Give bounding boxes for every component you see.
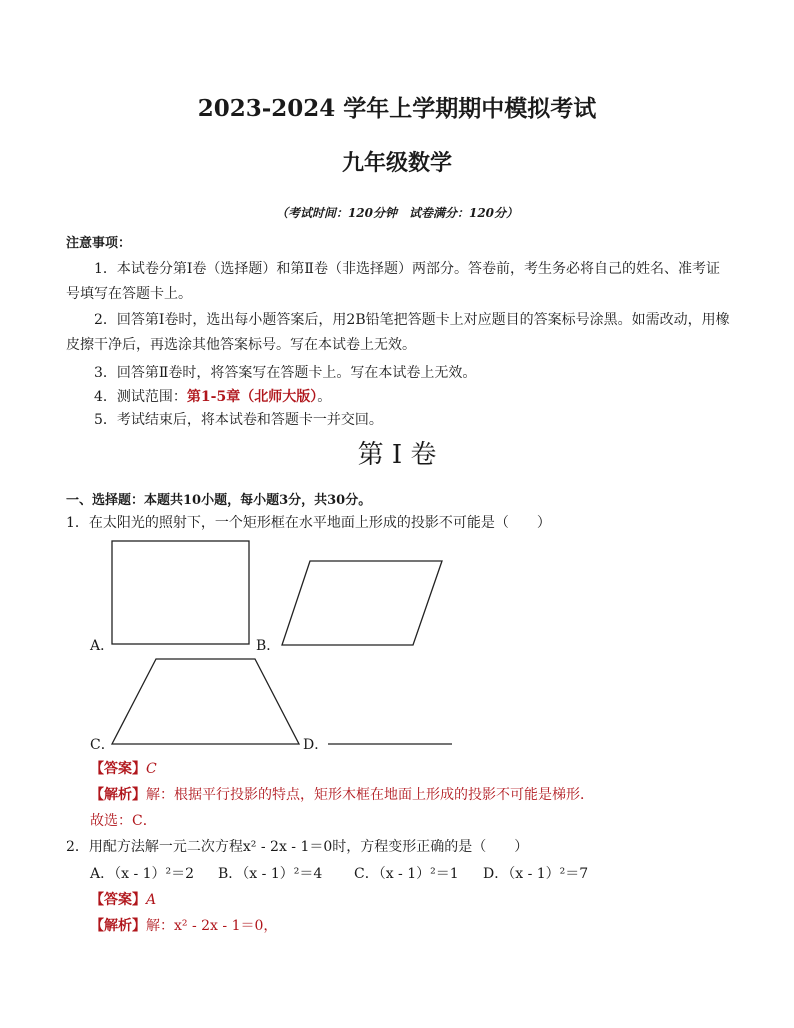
notice-item-5: 5．考试结束后，将本试卷和答题卡一并交回。	[94, 412, 383, 428]
answer-value: A	[146, 892, 157, 908]
question-2-option-a: A．（x - 1）²＝2	[90, 866, 195, 882]
answer-tag: 【答案】	[90, 892, 146, 908]
question-1-option-b: B．	[256, 638, 281, 654]
notice-item-2-line-1: 2．回答第Ⅰ卷时，选出每小题答案后，用2B铅笔把答题卡上对应题目的答案标号涂黑。如需改动，用橡	[94, 312, 730, 328]
analysis-text: 解：根据平行投影的特点，矩形木框在地面上形成的投影不可能是梯形．	[146, 787, 594, 803]
question-2-stem: 2．用配方法解一元二次方程x² - 2x - 1＝0时，方程变形正确的是（ ）	[66, 839, 529, 855]
question-2-option-b: B．（x - 1）²＝4	[218, 866, 323, 882]
answer-tag: 【答案】	[90, 761, 146, 777]
question-1-option-c: C．	[90, 737, 115, 753]
notice-item-1-line-1: 1．本试卷分第Ⅰ卷（选择题）和第Ⅱ卷（非选择题）两部分。答卷前，考生务必将自己的姓名、准考证	[94, 261, 720, 277]
question-1-option-d: D．	[303, 737, 329, 753]
question-1-option-a: A．	[90, 638, 115, 654]
option-a-rectangle	[112, 541, 249, 644]
analysis-text: 解：x² - 2x - 1＝0，	[146, 918, 278, 934]
question-2-option-c: C．（x - 1）²＝1	[354, 866, 459, 882]
question-2-analysis	[90, 917, 277, 935]
notice-item-4-suffix: 。	[317, 389, 332, 405]
question-1-stem: 1．在太阳光的照射下，一个矩形框在水平地面上形成的投影不可能是（ ）	[66, 515, 551, 531]
test-scope-highlight: 第1-5章（北师大版）	[186, 389, 318, 405]
exam-subtitle: 九年级数学	[341, 150, 452, 176]
analysis-tag: 【解析】	[90, 918, 146, 934]
notice-item-1-line-2: 号填写在答题卡上。	[66, 286, 192, 302]
notice-item-4-prefix: 4．测试范围：	[94, 389, 187, 405]
exam-title: 2023-2024 学年上学期期中模拟考试	[197, 95, 597, 122]
question-2-option-d: D．（x - 1）²＝7	[483, 866, 589, 882]
analysis-tag: 【解析】	[90, 787, 146, 803]
notice-item-3: 3．回答第Ⅱ卷时，将答案写在答题卡上。写在本试卷上无效。	[94, 365, 477, 381]
notice-item-2-line-2: 皮擦干净后，再选涂其他答案标号。写在本试卷上无效。	[66, 337, 416, 353]
question-2-answer	[90, 891, 156, 909]
answer-value: C	[146, 761, 157, 777]
option-b-parallelogram	[282, 561, 442, 645]
exam-info: （考试时间：120分钟 试卷满分：120分）	[275, 206, 519, 220]
question-1-conclusion: 故选：C．	[90, 813, 157, 829]
section-title: 一、选择题：本题共10小题，每小题3分，共30分。	[66, 493, 372, 508]
notice-heading: 注意事项：	[66, 236, 132, 251]
option-c-trapezoid	[112, 659, 299, 744]
volume-title: 第 I 卷	[357, 440, 437, 470]
question-1-analysis	[90, 786, 594, 804]
question-1-answer	[90, 760, 157, 778]
